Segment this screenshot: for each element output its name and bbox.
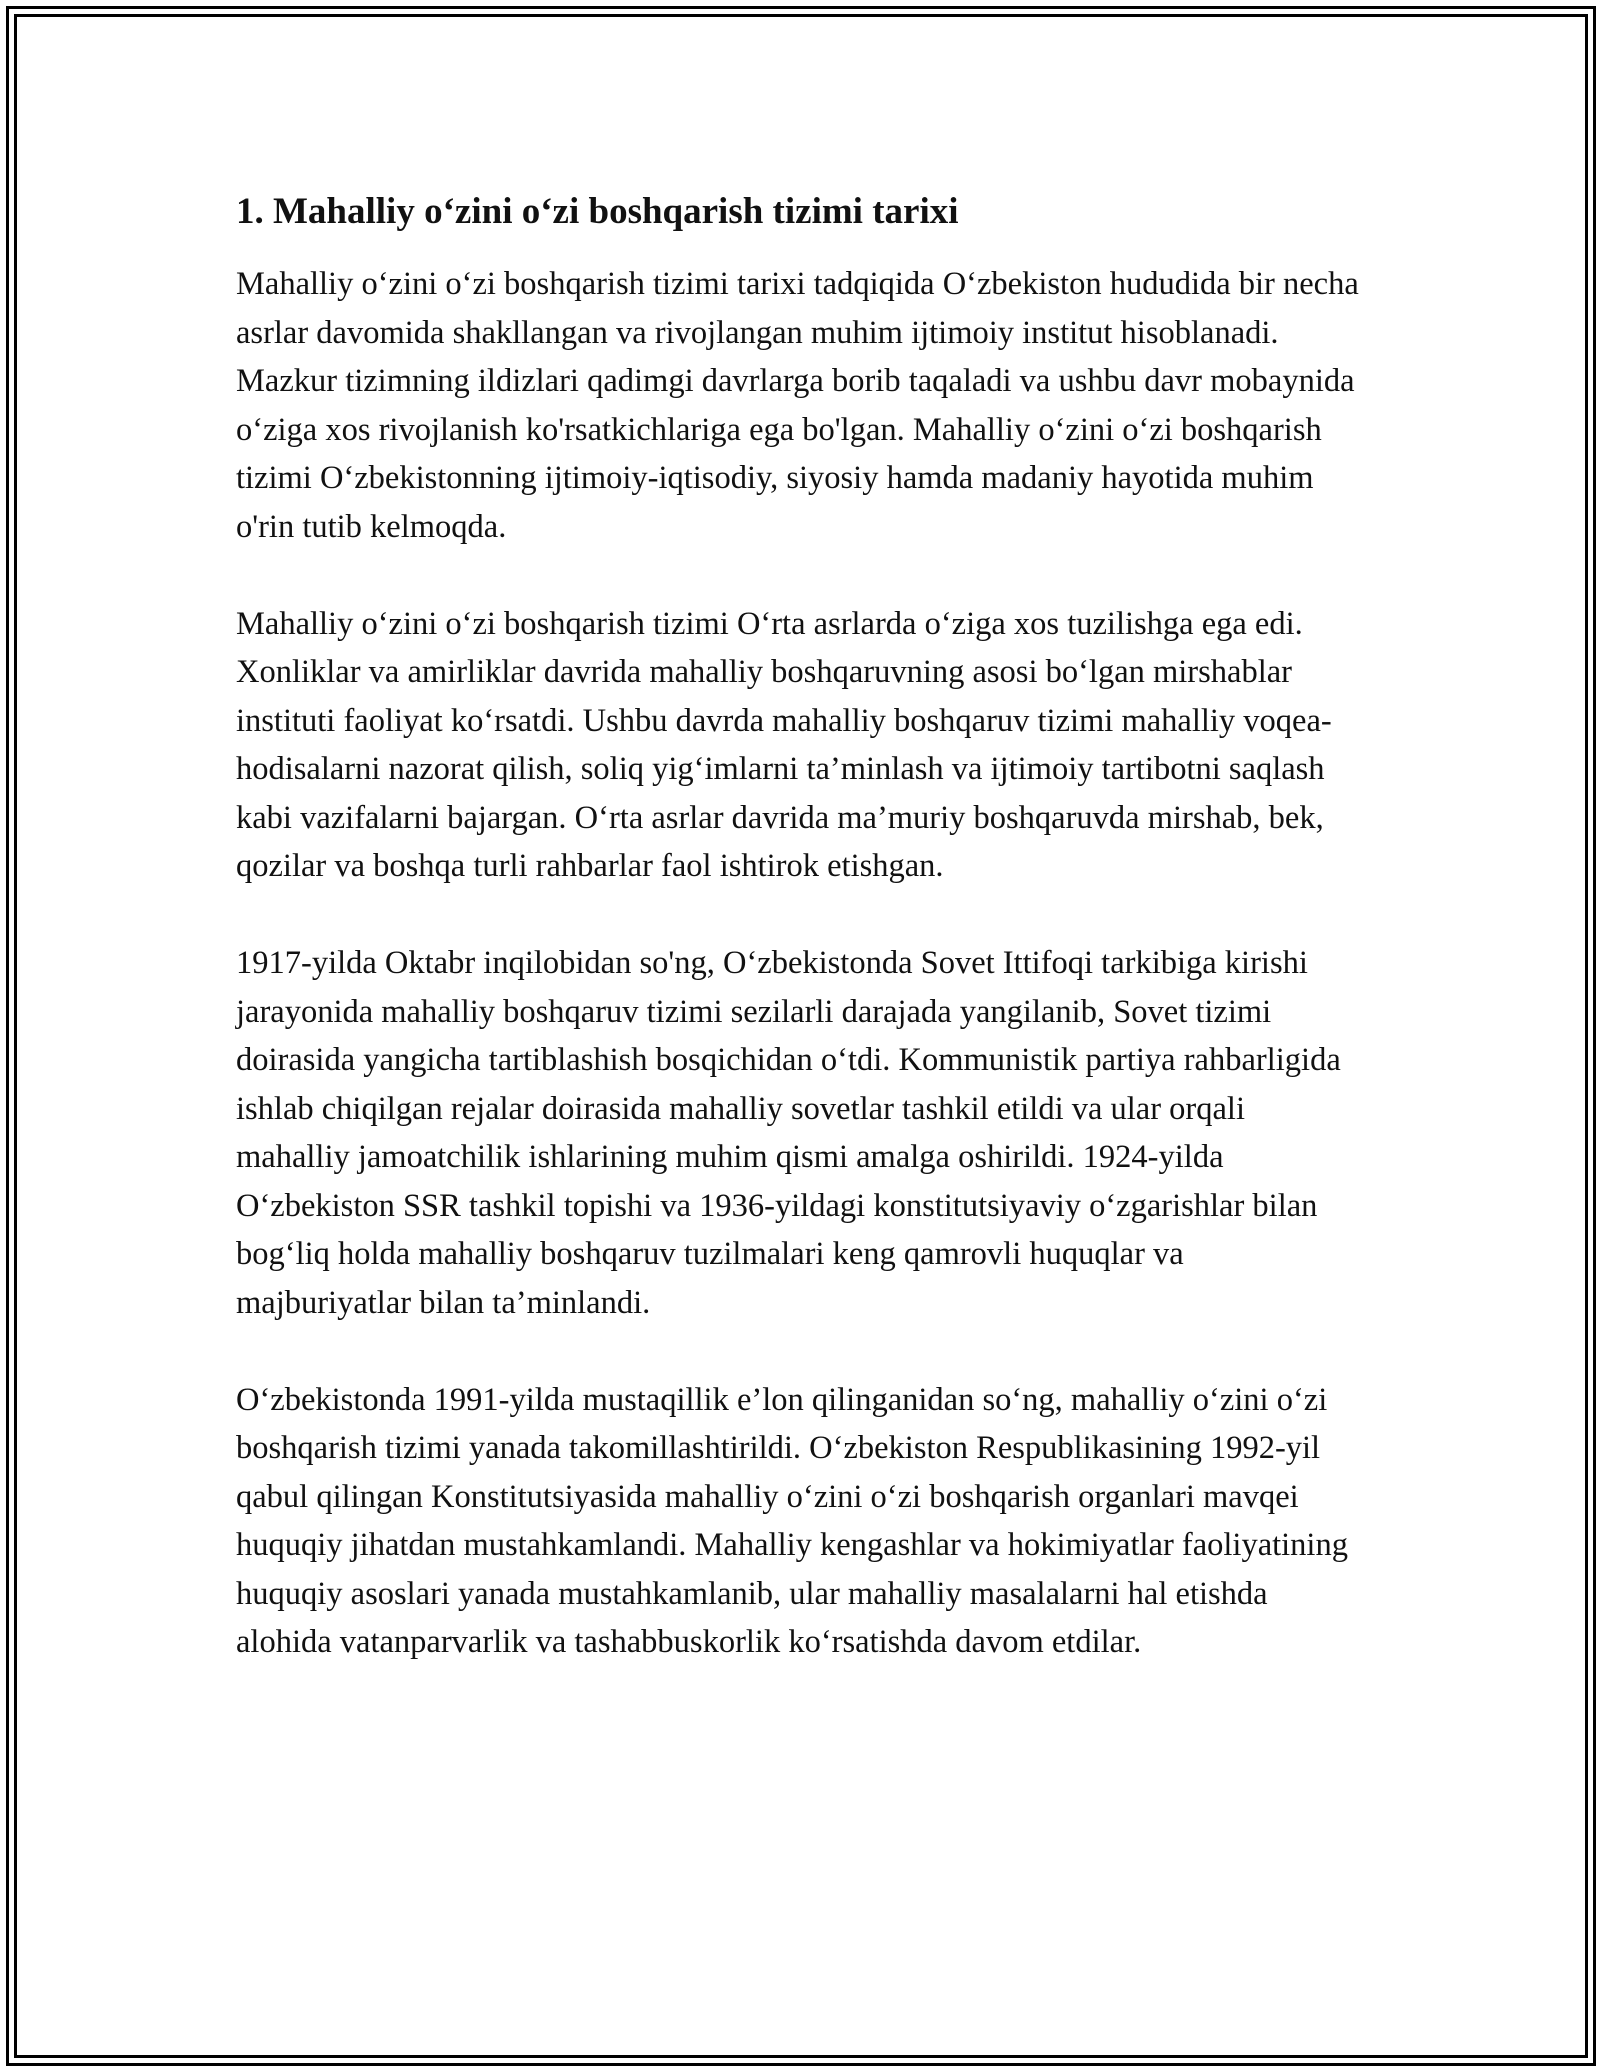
paragraph-independence: O‘zbekistonda 1991-yilda mustaqillik e’lon qilinganidan so‘ng, mahalliy o‘zini o‘zi boshqarish tizimi yanada takomillashtirildi. O‘zbekiston Respublikasining 1992-yil qabul qilingan Konstitutsiyasida mahalliy o‘zini o‘zi boshqarish organlari mavqei huquqiy jihatdan mustahkamlandi. Mahalliy kengashlar va hokimiyatlar faoliyatining huquqiy asoslari yanada mustahkamlanib, ular mahalliy masalalarni hal etishda alohida vatanparvarlik va tashabbuskorlik ko‘rsatishda davom etdilar. [236, 1381, 1348, 1660]
document-body [236, 188, 1366, 1715]
paragraph-soviet-era: 1917-yilda Oktabr inqilobidan so'ng, O‘zbekistonda Sovet Ittifoqi tarkibiga kirishi jarayonida mahalliy boshqaruv tizimi sezilarli darajada yangilanib, Sovet tizimi doirasida yangicha tartiblashish bosqichidan o‘tdi. Kommunistik partiya rahbarligida ishlab chiqilgan rejalar doirasida mahalliy sovetlar tashkil etildi va ular orqali mahalliy jamoatchilik ishlarining muhim qismi amalga oshirildi. 1924-yilda O‘zbekiston SSR tashkil topishi va 1936-yildagi konstitutsiyaviy o‘zgarishlar bilan bog‘liq holda mahalliy boshqaruv tuzilmalari keng qamrovli huquqlar va majburiyatlar bilan ta’minlandi. [236, 945, 1341, 1321]
section-heading: 1. Mahalliy o‘zini o‘zi boshqarish tizimi tarixi [236, 191, 959, 232]
paragraph-history-intro: Mahalliy o‘zini o‘zi boshqarish tizimi tarixi tadqiqida O‘zbekiston hududida bir necha asrlar davomida shakllangan va rivojlangan muhim ijtimoiy institut hisoblanadi. Mazkur tizimning ildizlari qadimgi davrlarga borib taqaladi va ushbu davr mobaynida o‘ziga xos rivojlanish ko'rsatkichlariga ega bo'lgan. Mahalliy o‘zini o‘zi boshqarish tizimi O‘zbekistonning ijtimoiy-iqtisodiy, siyosiy hamda madaniy hayotida muhim o'rin tutib kelmoqda. [236, 266, 1359, 545]
paragraph-middle-ages: Mahalliy o‘zini o‘zi boshqarish tizimi O‘rta asrlarda o‘ziga xos tuzilishga ega edi. Xonliklar va amirliklar davrida mahalliy boshqaruvning asosi bo‘lgan mirshablar instituti faoliyat ko‘rsatdi. Ushbu davrda mahalliy boshqaruv tizimi mahalliy voqea-hodisalarni nazorat qilish, soliq yig‘imlarni ta’minlash va ijtimoiy tartibotni saqlash kabi vazifalarni bajargan. O‘rta asrlar davrida ma’muriy boshqaruvda mirshab, bek, qozilar va boshqa turli rahbarlar faol ishtirok etishgan. [236, 605, 1332, 884]
